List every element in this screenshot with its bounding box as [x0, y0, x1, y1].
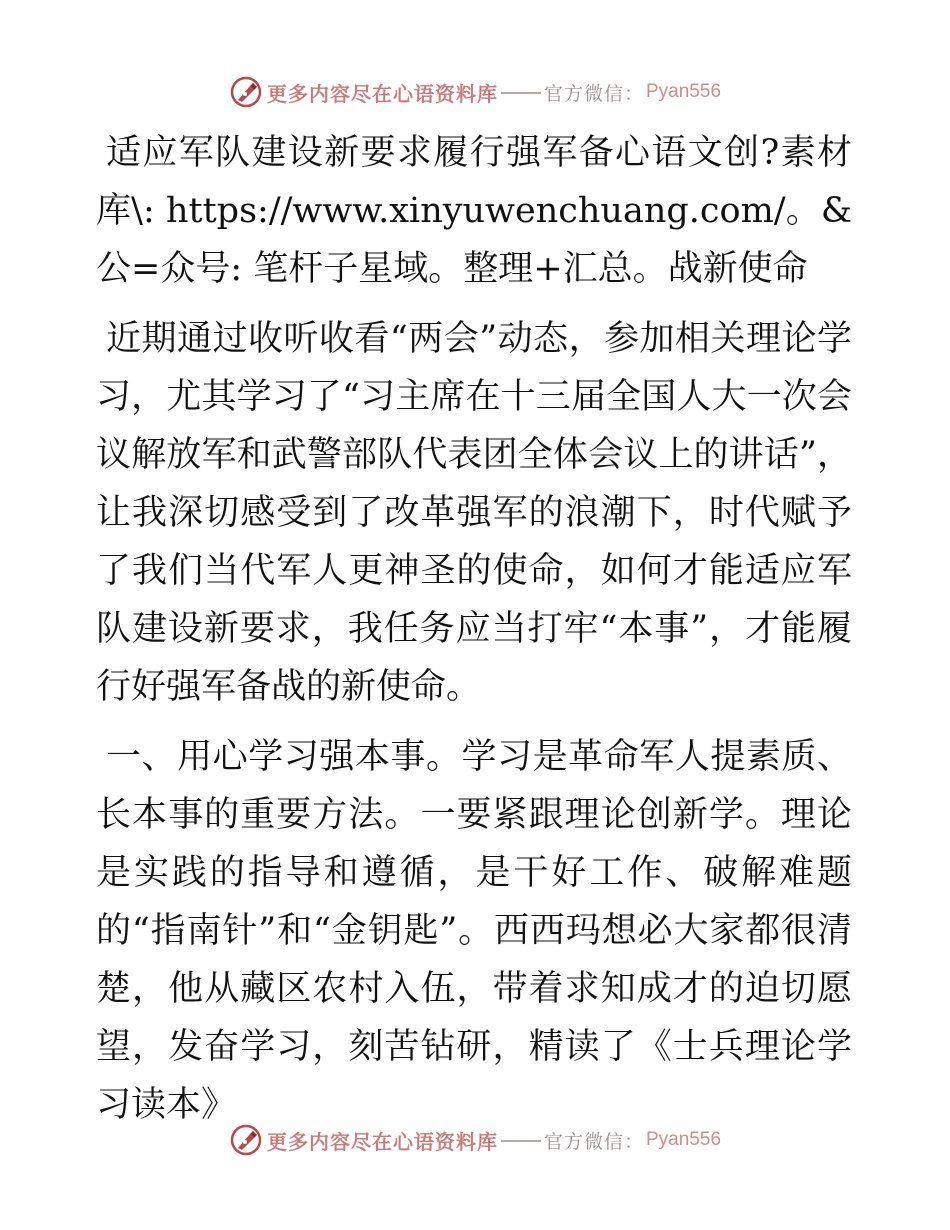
document-body: [96, 124, 852, 1146]
pen-nib-icon: [229, 1123, 263, 1157]
header-watermark: [0, 72, 950, 112]
watermark-handle: Pyan556: [646, 81, 722, 102]
watermark-official-label: 官方微信：: [543, 82, 644, 105]
watermark-dash: [501, 1140, 541, 1142]
document-title: 适应军队建设新要求履行强军备心语文创?素材库\: https://www.xinyuwenchuang.com/。&公=众号: 笔杆子星域。整理+汇总。战新使命: [96, 133, 852, 289]
watermark-brand: 更多内容尽在心语资料库: [266, 81, 498, 106]
paragraph-section-one: 一、用心学习强本事。学习是革命军人提素质、长本事的重要方法。一要紧跟理论创新学。理论是实践的指导和遵循，是干好工作、破解难题的“指南针”和“金钥匙”。西西玛想必大家都很清楚，他从藏区农村入伍，带着求知成才的迫切愿望，发奋学习，刻苦钻研，精读了《士兵理论学习读本》: [96, 737, 852, 1125]
watermark-dash: [501, 92, 541, 94]
watermark-handle: Pyan556: [646, 1129, 722, 1150]
footer-watermark: [0, 1120, 950, 1160]
paragraph-intro: 近期通过收听收看“两会”动态，参加相关理论学习，尤其学习了“习主席在十三届全国人大一次会议解放军和武警部队代表团全体会议上的讲话”，让我深切感受到了改革强军的浪潮下，时代赋予了我们当代军人更神圣的使命，如何才能适应军队建设新要求，我任务应当打牢“本事”，才能履行好强军备战的新使命。: [96, 319, 852, 707]
pen-nib-icon: [229, 75, 263, 109]
watermark-official-label: 官方微信：: [543, 1130, 644, 1153]
watermark-brand: 更多内容尽在心语资料库: [266, 1129, 498, 1154]
